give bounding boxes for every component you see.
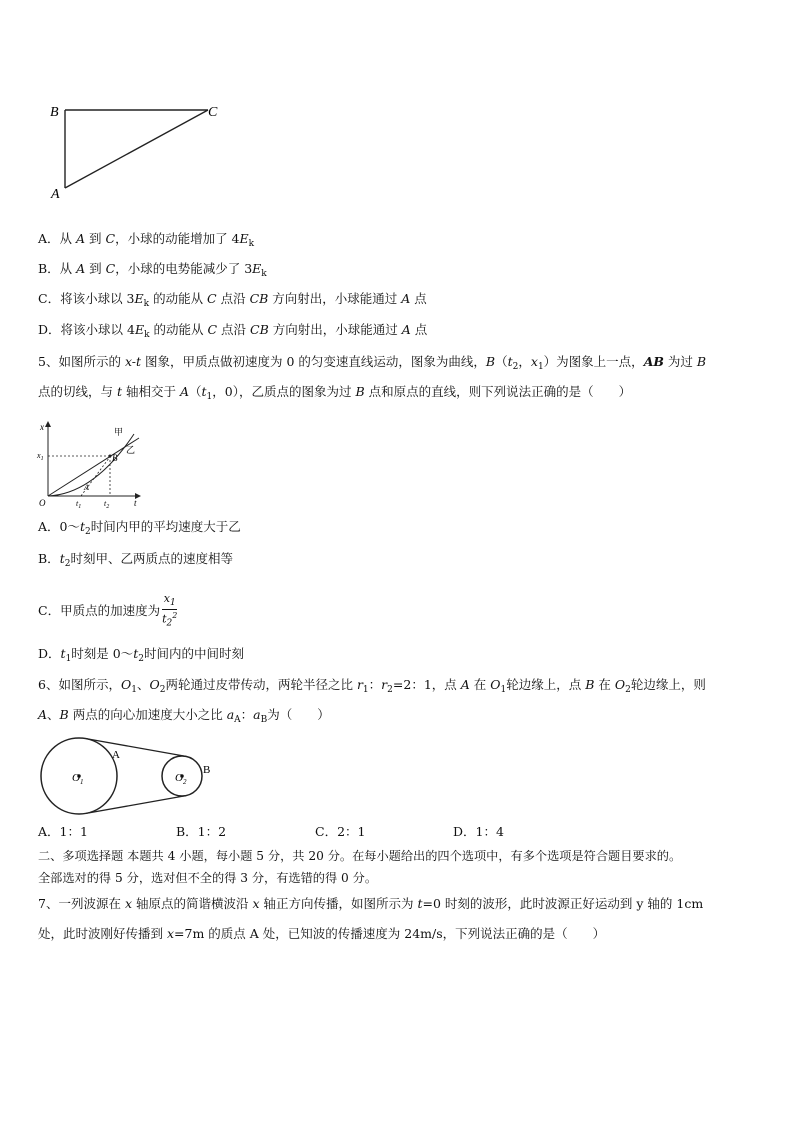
q4-option-c: C．将该小球以 $3E_k$ 的动能从 C 点沿 CB 方向射出，小球能通过 A 点	[38, 291, 427, 309]
triangle-label-c: C	[208, 105, 218, 120]
q6-fig-o2: $O_2$	[175, 772, 187, 786]
q7-stem-line2: 处，此时波刚好传播到 x=7m 的质点 A 处，已知波的传播速度为 24m/s，下列说法正确的是（ ）	[38, 926, 606, 941]
q5-stem-line2: 点的切线，与 t 轴相交于 $A(t_1$，0），乙质点的图象为过 B 点和原点的直线，则下列说法正确的是（ ）	[38, 384, 632, 402]
q6-fig-o1: $O_1$	[72, 772, 84, 786]
triangle-figure	[40, 92, 240, 202]
q6-fig-label-a: A	[112, 749, 120, 761]
q5-graph-origin: O	[39, 498, 46, 508]
q5-graph-curve-label: 甲	[114, 427, 124, 437]
q5-graph-t2: $t_2$	[104, 499, 110, 508]
q4-option-d: D．将该小球以 $4E_k$ 的动能从 C 点沿 CB 方向射出，小球能通过 A 点	[38, 322, 428, 340]
q5-xt-graph	[34, 418, 146, 508]
triangle-label-b: B	[50, 105, 59, 120]
q5-option-c-fraction: $\frac{x_1}{t_2^2}$	[162, 592, 178, 629]
q6-fig-label-b: B	[203, 764, 211, 776]
q6-option-a: A．1：1	[38, 824, 88, 839]
q5-graph-point-b: B	[112, 453, 118, 463]
q5-graph-t-axis: t	[134, 498, 137, 508]
q5-option-d: D．$t_1$时刻是 $0\sim t_2$时间内的中间时刻	[38, 646, 245, 664]
q6-option-c: C．2：1	[315, 824, 366, 839]
q5-option-c: C．甲质点的加速度为 $\frac{x_1}{t_2^2}$	[38, 592, 178, 629]
q6-option-b: B．1：2	[176, 824, 227, 839]
triangle-label-a: A	[51, 187, 60, 202]
q5-graph-line-label: 乙	[126, 445, 136, 455]
q5-option-a: A．$0\sim t_2$时间内甲的平均速度大于乙	[38, 519, 241, 537]
q5-graph-x-axis: x	[40, 422, 44, 432]
q5-option-b: B．$t_2$时刻甲、乙两质点的速度相等	[38, 551, 233, 569]
section2-heading-line2: 全部选对的得 5 分，选对但不全的得 3 分，有选错的得 0 分。	[38, 871, 378, 885]
q4-option-a: A．从 A 到 C，小球的动能增加了 $4E_k$	[38, 231, 255, 249]
q6-belt-drive-figure	[36, 733, 226, 823]
q7-stem-line1: 7、一列波源在 x 轴原点的简谐横波沿 x 轴正方向传播，如图所示为 t=0 时刻的波形，此时波源正好运动到 y 轴的 1cm	[38, 896, 704, 911]
q5-graph-point-a: A	[84, 483, 89, 492]
q5-graph-x1: $x_1$	[37, 451, 44, 462]
section2-heading-line1: 二、多项选择题 本题共 4 小题，每小题 5 分，共 20 分。在每小题给出的四个选项中，有多个选项是符合题目要求的。	[38, 849, 682, 863]
q6-option-d: D．1：4	[453, 824, 504, 839]
q6-stem-line1: 6、如图所示，$O_1$、$O_2$两轮通过皮带传动，两轮半径之比 $r_1$：$r_2=2$：1，点 A 在 $O_1$轮边缘上，点 B 在 $O_2$轮边缘上，则	[38, 677, 706, 695]
q5-stem-line1: 5、如图所示的 x-t 图象，甲质点做初速度为 0 的匀变速直线运动，图象为曲线，$B(t_2$，$x_1$）为图象上一点，AB 为过 B	[38, 354, 707, 372]
q4-option-b: B．从 A 到 C，小球的电势能减少了 $3E_k$	[38, 261, 267, 279]
q6-stem-line2: A、B 两点的向心加速度大小之比 $a_A$：$a_B$为（ ）	[38, 707, 330, 725]
q5-graph-t1: $t_1$	[76, 499, 82, 508]
